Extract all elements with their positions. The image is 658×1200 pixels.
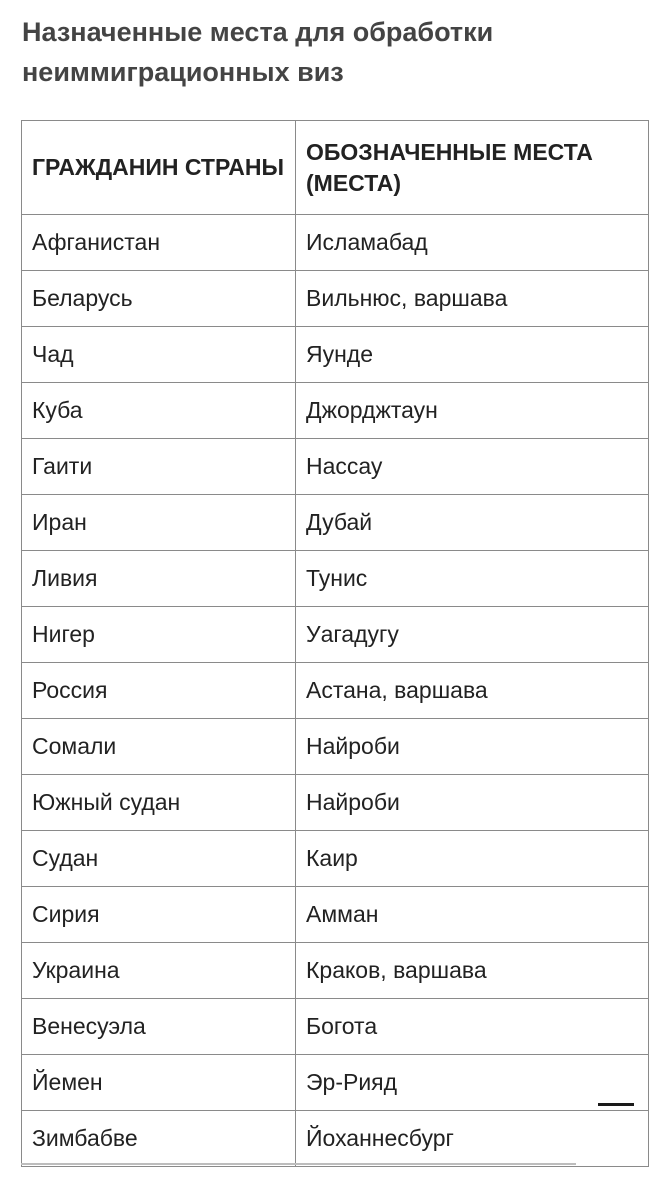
- country-cell: Чад: [22, 327, 296, 383]
- table-row: [22, 887, 649, 943]
- place-cell: Эр-Рияд: [296, 1055, 649, 1111]
- table-row: [22, 551, 649, 607]
- country-cell: Сирия: [22, 887, 296, 943]
- place-cell: Дубай: [296, 495, 649, 551]
- place-cell: Йоханнесбург: [296, 1111, 649, 1167]
- country-cell: Россия: [22, 663, 296, 719]
- header-country: ГРАЖДАНИН СТРАНЫ: [22, 121, 296, 215]
- table-row: [22, 215, 649, 271]
- place-cell: Амман: [296, 887, 649, 943]
- table-row: [22, 1055, 649, 1111]
- country-cell: Судан: [22, 831, 296, 887]
- country-cell: Гаити: [22, 439, 296, 495]
- table-row: [22, 663, 649, 719]
- place-cell: Краков, варшава: [296, 943, 649, 999]
- page-title: Назначенные места для обработки неиммиграционных виз: [22, 17, 494, 87]
- table-body: [22, 215, 649, 1167]
- country-cell: Сомали: [22, 719, 296, 775]
- table-row: [22, 439, 649, 495]
- table-row: [22, 999, 649, 1055]
- table-row: [22, 775, 649, 831]
- country-cell: Южный судан: [22, 775, 296, 831]
- place-cell: Астана, варшава: [296, 663, 649, 719]
- place-cell: Уагадугу: [296, 607, 649, 663]
- country-cell: Нигер: [22, 607, 296, 663]
- table-row: [22, 831, 649, 887]
- visa-locations-table: [21, 120, 649, 1167]
- country-cell: Венесуэла: [22, 999, 296, 1055]
- country-cell: Ливия: [22, 551, 296, 607]
- place-cell: Яунде: [296, 327, 649, 383]
- bottom-divider: [21, 1163, 576, 1165]
- place-cell: Джорджтаун: [296, 383, 649, 439]
- table-row: [22, 607, 649, 663]
- place-cell: Вильнюс, варшава: [296, 271, 649, 327]
- table-row: [22, 943, 649, 999]
- table-row: [22, 495, 649, 551]
- place-cell: Богота: [296, 999, 649, 1055]
- place-cell: Найроби: [296, 719, 649, 775]
- table-row: [22, 383, 649, 439]
- place-cell: Нассау: [296, 439, 649, 495]
- header-places: ОБОЗНАЧЕННЫЕ МЕСТА (МЕСТА): [296, 121, 649, 215]
- place-cell: Исламабад: [296, 215, 649, 271]
- country-cell: Украина: [22, 943, 296, 999]
- place-cell: Найроби: [296, 775, 649, 831]
- country-cell: Афганистан: [22, 215, 296, 271]
- country-cell: Йемен: [22, 1055, 296, 1111]
- table-row: [22, 719, 649, 775]
- table-row: [22, 327, 649, 383]
- table-row: [22, 1111, 649, 1167]
- country-cell: Куба: [22, 383, 296, 439]
- country-cell: Зимбабве: [22, 1111, 296, 1167]
- place-cell: Тунис: [296, 551, 649, 607]
- table-row: [22, 271, 649, 327]
- corner-mark: [598, 1103, 634, 1106]
- place-cell: Каир: [296, 831, 649, 887]
- table-header-row: [22, 121, 649, 215]
- country-cell: Беларусь: [22, 271, 296, 327]
- country-cell: Иран: [22, 495, 296, 551]
